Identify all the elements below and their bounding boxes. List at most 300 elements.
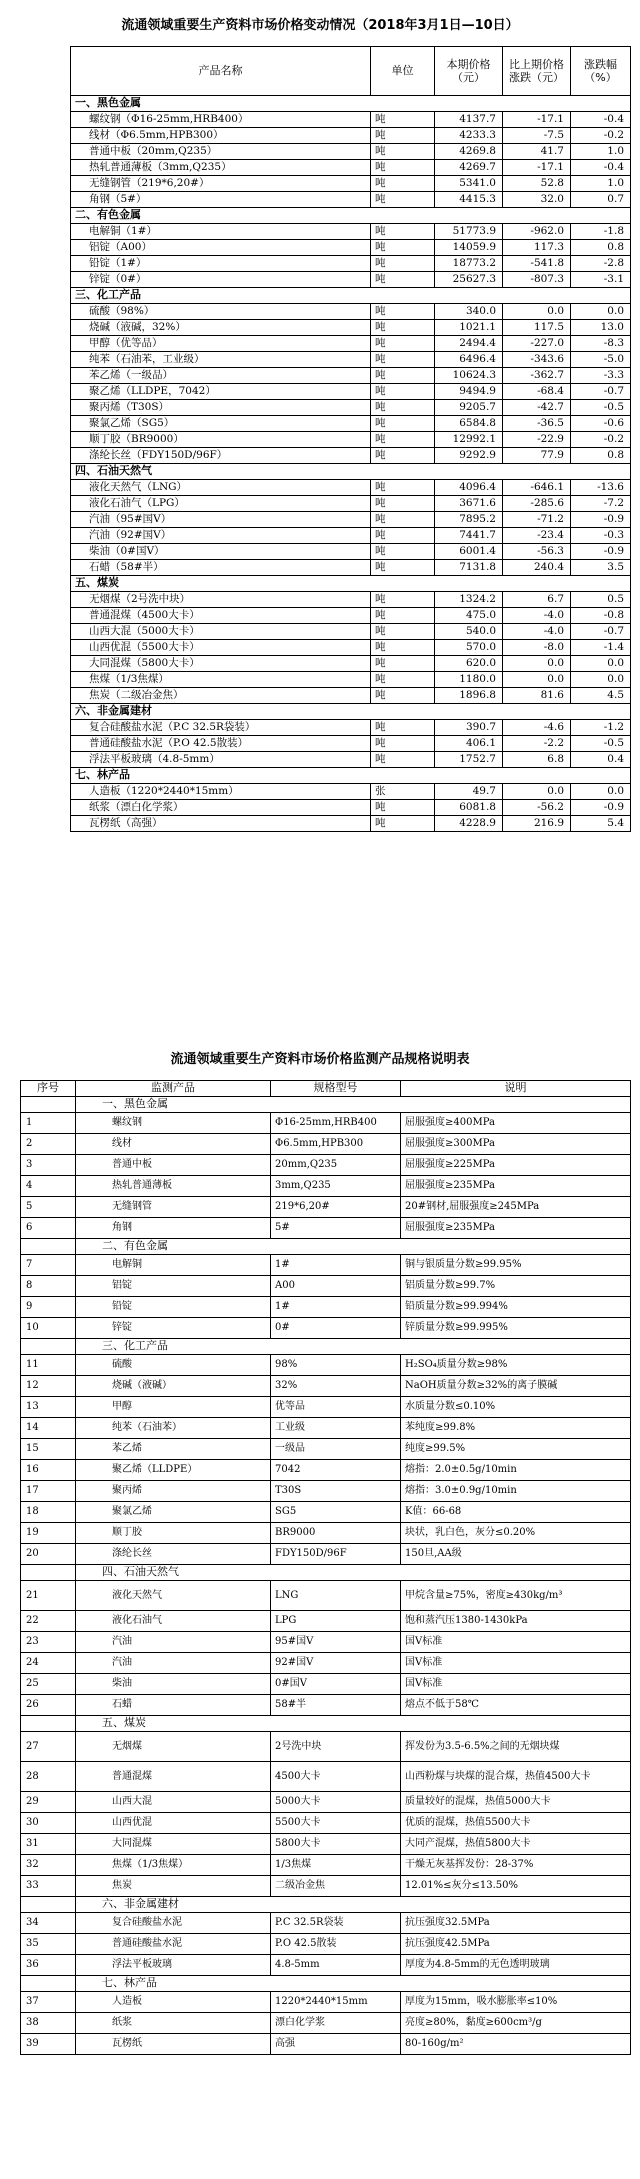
pct-change: -0.9 xyxy=(571,544,631,560)
pct-change: -0.7 xyxy=(571,624,631,640)
change: -362.7 xyxy=(503,368,571,384)
header-product: 监测产品 xyxy=(76,1081,271,1097)
table-row xyxy=(21,1695,631,1716)
product-name: 焦煤（1/3焦煤） xyxy=(76,1855,271,1876)
seq-number: 35 xyxy=(21,1934,76,1955)
table-row xyxy=(21,1674,631,1695)
table-row xyxy=(71,656,631,672)
table-row xyxy=(21,1502,631,1523)
table-row xyxy=(71,448,631,464)
unit: 吨 xyxy=(371,592,435,608)
product-name: 硫酸（98%） xyxy=(71,304,371,320)
spec: 一级品 xyxy=(271,1439,401,1460)
product-name: 甲醇 xyxy=(76,1397,271,1418)
section-label: 三、化工产品 xyxy=(71,288,631,304)
seq-number: 18 xyxy=(21,1502,76,1523)
seq-number: 8 xyxy=(21,1276,76,1297)
description: 纯度≥99.5% xyxy=(401,1439,631,1460)
change: -807.3 xyxy=(503,272,571,288)
product-name: 普通混煤（4500大卡） xyxy=(71,608,371,624)
seq-number: 9 xyxy=(21,1297,76,1318)
seq-number: 5 xyxy=(21,1197,76,1218)
change: -36.5 xyxy=(503,416,571,432)
unit: 吨 xyxy=(371,336,435,352)
table-row xyxy=(21,1523,631,1544)
pct-change: 0.8 xyxy=(571,448,631,464)
pct-change: -0.8 xyxy=(571,608,631,624)
price: 4269.7 xyxy=(435,160,503,176)
change: 117.5 xyxy=(503,320,571,336)
description: 国Ⅴ标准 xyxy=(401,1632,631,1653)
unit: 吨 xyxy=(371,448,435,464)
product-name: 石蜡 xyxy=(76,1695,271,1716)
section-row xyxy=(21,1716,631,1732)
price: 540.0 xyxy=(435,624,503,640)
product-name: 烧碱（液碱） xyxy=(76,1376,271,1397)
unit: 吨 xyxy=(371,512,435,528)
table-row xyxy=(21,1955,631,1976)
price: 4269.8 xyxy=(435,144,503,160)
price: 10624.3 xyxy=(435,368,503,384)
pct-change: -0.3 xyxy=(571,528,631,544)
product-name: 人造板（1220*2440*15mm） xyxy=(71,784,371,800)
change: 41.7 xyxy=(503,144,571,160)
change: 81.6 xyxy=(503,688,571,704)
description: 大同产混煤，热值5800大卡 xyxy=(401,1834,631,1855)
pct-change: -0.2 xyxy=(571,128,631,144)
seq-number: 34 xyxy=(21,1913,76,1934)
description: 熔点不低于58℃ xyxy=(401,1695,631,1716)
product-name: 浮法平板玻璃（4.8-5mm） xyxy=(71,752,371,768)
table-row xyxy=(71,672,631,688)
pct-change: 13.0 xyxy=(571,320,631,336)
unit: 吨 xyxy=(371,240,435,256)
change: -68.4 xyxy=(503,384,571,400)
change: -56.3 xyxy=(503,544,571,560)
description: 厚度为15mm，吸水膨胀率≤10% xyxy=(401,1992,631,2013)
change: -7.5 xyxy=(503,128,571,144)
change: -646.1 xyxy=(503,480,571,496)
change: -4.6 xyxy=(503,720,571,736)
price: 1021.1 xyxy=(435,320,503,336)
spec: LPG xyxy=(271,1611,401,1632)
table-row xyxy=(71,160,631,176)
seq-number: 33 xyxy=(21,1876,76,1897)
spec: T30S xyxy=(271,1481,401,1502)
product-name: 顺丁胶 xyxy=(76,1523,271,1544)
product-name: 苯乙烯 xyxy=(76,1439,271,1460)
spec: P.O 42.5散装 xyxy=(271,1934,401,1955)
pct-change: -13.6 xyxy=(571,480,631,496)
section-label: 一、黑色金属 xyxy=(76,1097,631,1113)
unit: 吨 xyxy=(371,368,435,384)
price: 6001.4 xyxy=(435,544,503,560)
price: 6496.4 xyxy=(435,352,503,368)
section-label: 五、煤炭 xyxy=(71,576,631,592)
seq-number: 3 xyxy=(21,1155,76,1176)
product-name: 大同混煤 xyxy=(76,1834,271,1855)
product-name: 大同混煤（5800大卡） xyxy=(71,656,371,672)
empty-cell xyxy=(21,1716,76,1732)
unit: 吨 xyxy=(371,736,435,752)
seq-number: 12 xyxy=(21,1376,76,1397)
section-label: 六、非金属建材 xyxy=(71,704,631,720)
table-row xyxy=(71,192,631,208)
spec: 4500大卡 xyxy=(271,1762,401,1792)
change: 0.0 xyxy=(503,784,571,800)
seq-number: 30 xyxy=(21,1813,76,1834)
pct-change: 0.4 xyxy=(571,752,631,768)
change: -42.7 xyxy=(503,400,571,416)
section-row xyxy=(21,1897,631,1913)
pct-change: 4.5 xyxy=(571,688,631,704)
product-name: 热轧普通薄板（3mm,Q235） xyxy=(71,160,371,176)
product-name: 顺丁胶（BR9000） xyxy=(71,432,371,448)
table-row xyxy=(71,816,631,832)
spec: 1# xyxy=(271,1255,401,1276)
seq-number: 32 xyxy=(21,1855,76,1876)
spec: 二级冶金焦 xyxy=(271,1876,401,1897)
unit: 吨 xyxy=(371,560,435,576)
table-row xyxy=(71,368,631,384)
section-row xyxy=(71,96,631,112)
price: 1180.0 xyxy=(435,672,503,688)
product-name: 聚氯乙烯（SG5） xyxy=(71,416,371,432)
description: 锌质量分数≥99.995% xyxy=(401,1318,631,1339)
section-row xyxy=(21,1565,631,1581)
pct-change: -0.4 xyxy=(571,112,631,128)
change: 240.4 xyxy=(503,560,571,576)
product-name: 瓦楞纸（高强） xyxy=(71,816,371,832)
pct-change: 0.7 xyxy=(571,192,631,208)
table-row xyxy=(71,608,631,624)
section-row xyxy=(21,1239,631,1255)
spec: 0#国Ⅴ xyxy=(271,1674,401,1695)
spec: Φ16-25mm,HRB400 xyxy=(271,1113,401,1134)
table-row xyxy=(21,1439,631,1460)
unit: 吨 xyxy=(371,352,435,368)
description: 屈服强度≥235MPa xyxy=(401,1176,631,1197)
pct-change: -1.2 xyxy=(571,720,631,736)
unit: 吨 xyxy=(371,624,435,640)
price: 9292.9 xyxy=(435,448,503,464)
unit: 吨 xyxy=(371,112,435,128)
product-name: 无缝钢管 xyxy=(76,1197,271,1218)
description: 抗压强度32.5MPa xyxy=(401,1913,631,1934)
product-name: 无烟煤 xyxy=(76,1732,271,1762)
seq-number: 15 xyxy=(21,1439,76,1460)
spec-table-title: 流通领域重要生产资料市场价格监测产品规格说明表 xyxy=(170,1052,470,1067)
spec: Φ6.5mm,HPB300 xyxy=(271,1134,401,1155)
product-name: 纯苯（石油苯，工业级） xyxy=(71,352,371,368)
product-name: 电解铜（1#） xyxy=(71,224,371,240)
change: 0.0 xyxy=(503,672,571,688)
price: 5341.0 xyxy=(435,176,503,192)
price: 340.0 xyxy=(435,304,503,320)
product-name: 石蜡（58#半） xyxy=(71,560,371,576)
price: 475.0 xyxy=(435,608,503,624)
table-row xyxy=(21,1255,631,1276)
seq-number: 39 xyxy=(21,2034,76,2055)
pct-change: -0.5 xyxy=(571,400,631,416)
spec: 3mm,Q235 xyxy=(271,1176,401,1197)
product-name: 普通硅酸盐水泥（P.O 42.5散装） xyxy=(71,736,371,752)
pct-change: 0.0 xyxy=(571,672,631,688)
spec: 高强 xyxy=(271,2034,401,2055)
table-row xyxy=(71,560,631,576)
product-name: 螺纹钢 xyxy=(76,1113,271,1134)
seq-number: 21 xyxy=(21,1581,76,1611)
unit: 吨 xyxy=(371,304,435,320)
change: 0.0 xyxy=(503,304,571,320)
table-row xyxy=(71,128,631,144)
description: 优质的混煤，热值5500大卡 xyxy=(401,1813,631,1834)
spec: LNG xyxy=(271,1581,401,1611)
product-name: 纯苯（石油苯） xyxy=(76,1418,271,1439)
spec: 20mm,Q235 xyxy=(271,1155,401,1176)
table-row xyxy=(71,224,631,240)
section-label: 七、林产品 xyxy=(76,1976,631,1992)
product-name: 铝锭 xyxy=(76,1276,271,1297)
table-row xyxy=(21,1611,631,1632)
change: 216.9 xyxy=(503,816,571,832)
spec: 漂白化学浆 xyxy=(271,2013,401,2034)
product-name: 聚乙烯（LLDPE，7042） xyxy=(71,384,371,400)
description: 亮度≥80%，黏度≥600cm³/g xyxy=(401,2013,631,2034)
pct-change: -3.3 xyxy=(571,368,631,384)
table-row xyxy=(21,1581,631,1611)
product-name: 汽油 xyxy=(76,1653,271,1674)
description: 20#钢材,屈服强度≥245MPa xyxy=(401,1197,631,1218)
product-name: 山西大混（5000大卡） xyxy=(71,624,371,640)
table-row xyxy=(71,784,631,800)
price: 9494.9 xyxy=(435,384,503,400)
product-name: 铝锭（A00） xyxy=(71,240,371,256)
product-name: 山西大混 xyxy=(76,1792,271,1813)
description: 抗压强度42.5MPa xyxy=(401,1934,631,1955)
change: -56.2 xyxy=(503,800,571,816)
seq-number: 37 xyxy=(21,1992,76,2013)
change: -17.1 xyxy=(503,112,571,128)
seq-number: 6 xyxy=(21,1218,76,1239)
description: H₂SO₄质量分数≥98% xyxy=(401,1355,631,1376)
section-row xyxy=(71,208,631,224)
pct-change: -0.4 xyxy=(571,160,631,176)
description: 屈服强度≥300MPa xyxy=(401,1134,631,1155)
unit: 吨 xyxy=(371,160,435,176)
unit: 吨 xyxy=(371,144,435,160)
description: 国Ⅴ标准 xyxy=(401,1653,631,1674)
price: 2494.4 xyxy=(435,336,503,352)
table-row xyxy=(71,400,631,416)
product-name: 线材（Φ6.5mm,HPB300） xyxy=(71,128,371,144)
product-name: 聚丙烯（T30S） xyxy=(71,400,371,416)
price: 49.7 xyxy=(435,784,503,800)
product-name: 柴油（0#国Ⅴ） xyxy=(71,544,371,560)
pct-change: 0.8 xyxy=(571,240,631,256)
seq-number: 27 xyxy=(21,1732,76,1762)
spec: 工业级 xyxy=(271,1418,401,1439)
product-name: 瓦楞纸 xyxy=(76,2034,271,2055)
change: 0.0 xyxy=(503,656,571,672)
section-row xyxy=(71,288,631,304)
seq-number: 36 xyxy=(21,1955,76,1976)
table-row xyxy=(21,1792,631,1813)
seq-number: 13 xyxy=(21,1397,76,1418)
price: 1752.7 xyxy=(435,752,503,768)
product-name: 山西优混 xyxy=(76,1813,271,1834)
table-row xyxy=(21,1481,631,1502)
table-row xyxy=(21,1632,631,1653)
table-row xyxy=(21,1813,631,1834)
description: 屈服强度≥400MPa xyxy=(401,1113,631,1134)
product-name: 铅锭（1#） xyxy=(71,256,371,272)
product-name: 角钢 xyxy=(76,1218,271,1239)
change: -227.0 xyxy=(503,336,571,352)
description: 挥发份为3.5-6.5%之间的无烟块煤 xyxy=(401,1732,631,1762)
table-row xyxy=(71,512,631,528)
spec: 1/3焦煤 xyxy=(271,1855,401,1876)
table-row xyxy=(71,320,631,336)
price-table xyxy=(70,46,631,832)
change: -2.2 xyxy=(503,736,571,752)
table-row xyxy=(71,528,631,544)
spec: BR9000 xyxy=(271,1523,401,1544)
empty-cell xyxy=(21,1097,76,1113)
section-row xyxy=(71,768,631,784)
empty-cell xyxy=(21,1339,76,1355)
table-row xyxy=(21,1134,631,1155)
spec: 5500大卡 xyxy=(271,1813,401,1834)
section-label: 七、林产品 xyxy=(71,768,631,784)
description: 铝质量分数≥99.7% xyxy=(401,1276,631,1297)
price: 390.7 xyxy=(435,720,503,736)
pct-change: 0.5 xyxy=(571,592,631,608)
seq-number: 38 xyxy=(21,2013,76,2034)
header-pct: 涨跌幅（%） xyxy=(571,47,631,96)
section-label: 二、有色金属 xyxy=(71,208,631,224)
pct-change: -5.0 xyxy=(571,352,631,368)
table-row xyxy=(21,1418,631,1439)
section-row xyxy=(21,1339,631,1355)
pct-change: -3.1 xyxy=(571,272,631,288)
table-row xyxy=(21,1762,631,1792)
table-row xyxy=(71,496,631,512)
product-name: 角钢（5#） xyxy=(71,192,371,208)
product-name: 汽油（92#国Ⅴ） xyxy=(71,528,371,544)
price: 14059.9 xyxy=(435,240,503,256)
description: 甲烷含量≥75%，密度≥430kg/m³ xyxy=(401,1581,631,1611)
product-name: 锌锭（0#） xyxy=(71,272,371,288)
product-name: 涤纶长丝 xyxy=(76,1544,271,1565)
product-name: 无烟煤（2号洗中块） xyxy=(71,592,371,608)
product-name: 螺纹钢（Φ16-25mm,HRB400） xyxy=(71,112,371,128)
spec: 优等品 xyxy=(271,1397,401,1418)
pct-change: -1.8 xyxy=(571,224,631,240)
product-name: 焦炭 xyxy=(76,1876,271,1897)
product-name: 纸浆（漂白化学浆） xyxy=(71,800,371,816)
unit: 吨 xyxy=(371,656,435,672)
product-name: 纸浆 xyxy=(76,2013,271,2034)
table-row xyxy=(71,720,631,736)
change: -17.1 xyxy=(503,160,571,176)
table-row xyxy=(21,1155,631,1176)
spec: 95#国Ⅴ xyxy=(271,1632,401,1653)
unit: 吨 xyxy=(371,496,435,512)
product-name: 液化天然气（LNG） xyxy=(71,480,371,496)
price: 1896.8 xyxy=(435,688,503,704)
empty-cell xyxy=(21,1976,76,1992)
spec: 219*6,20# xyxy=(271,1197,401,1218)
table-row xyxy=(21,1376,631,1397)
spec: 2号洗中块 xyxy=(271,1732,401,1762)
price: 4137.7 xyxy=(435,112,503,128)
description: 山西粉煤与块煤的混合煤，热值4500大卡 xyxy=(401,1762,631,1792)
table-row xyxy=(71,480,631,496)
product-name: 液化石油气 xyxy=(76,1611,271,1632)
pct-change: -0.9 xyxy=(571,800,631,816)
table-row xyxy=(71,272,631,288)
table-row xyxy=(21,1197,631,1218)
price: 7895.2 xyxy=(435,512,503,528)
pct-change: -7.2 xyxy=(571,496,631,512)
product-name: 甲醇（优等品） xyxy=(71,336,371,352)
product-name: 普通硅酸盐水泥 xyxy=(76,1934,271,1955)
seq-number: 2 xyxy=(21,1134,76,1155)
section-row xyxy=(21,1976,631,1992)
spec-table xyxy=(20,1080,631,2055)
header-seq: 序号 xyxy=(21,1081,76,1097)
product-name: 电解铜 xyxy=(76,1255,271,1276)
price: 4415.3 xyxy=(435,192,503,208)
spec: A00 xyxy=(271,1276,401,1297)
header-product: 产品名称 xyxy=(71,47,371,96)
empty-cell xyxy=(21,1565,76,1581)
description: 屈服强度≥225MPa xyxy=(401,1155,631,1176)
table-row xyxy=(71,640,631,656)
product-name: 线材 xyxy=(76,1134,271,1155)
seq-number: 31 xyxy=(21,1834,76,1855)
change: -23.4 xyxy=(503,528,571,544)
product-name: 硫酸 xyxy=(76,1355,271,1376)
table-row xyxy=(71,256,631,272)
pct-change: -0.2 xyxy=(571,432,631,448)
pct-change: -2.8 xyxy=(571,256,631,272)
unit: 吨 xyxy=(371,176,435,192)
spec: P.C 32.5R袋装 xyxy=(271,1913,401,1934)
table-row xyxy=(71,384,631,400)
unit: 吨 xyxy=(371,672,435,688)
spec: 58#半 xyxy=(271,1695,401,1716)
price: 406.1 xyxy=(435,736,503,752)
price: 18773.2 xyxy=(435,256,503,272)
pct-change: -0.6 xyxy=(571,416,631,432)
price: 620.0 xyxy=(435,656,503,672)
price: 25627.3 xyxy=(435,272,503,288)
product-name: 普通中板（20mm,Q235） xyxy=(71,144,371,160)
table-row xyxy=(71,176,631,192)
unit: 吨 xyxy=(371,432,435,448)
description: 12.01%≤灰分≤13.50% xyxy=(401,1876,631,1897)
table-row xyxy=(71,336,631,352)
seq-number: 4 xyxy=(21,1176,76,1197)
spec: 32% xyxy=(271,1376,401,1397)
section-label: 一、黑色金属 xyxy=(71,96,631,112)
spec: 98% xyxy=(271,1355,401,1376)
table-row xyxy=(71,544,631,560)
product-name: 山西优混（5500大卡） xyxy=(71,640,371,656)
spec: 7042 xyxy=(271,1460,401,1481)
